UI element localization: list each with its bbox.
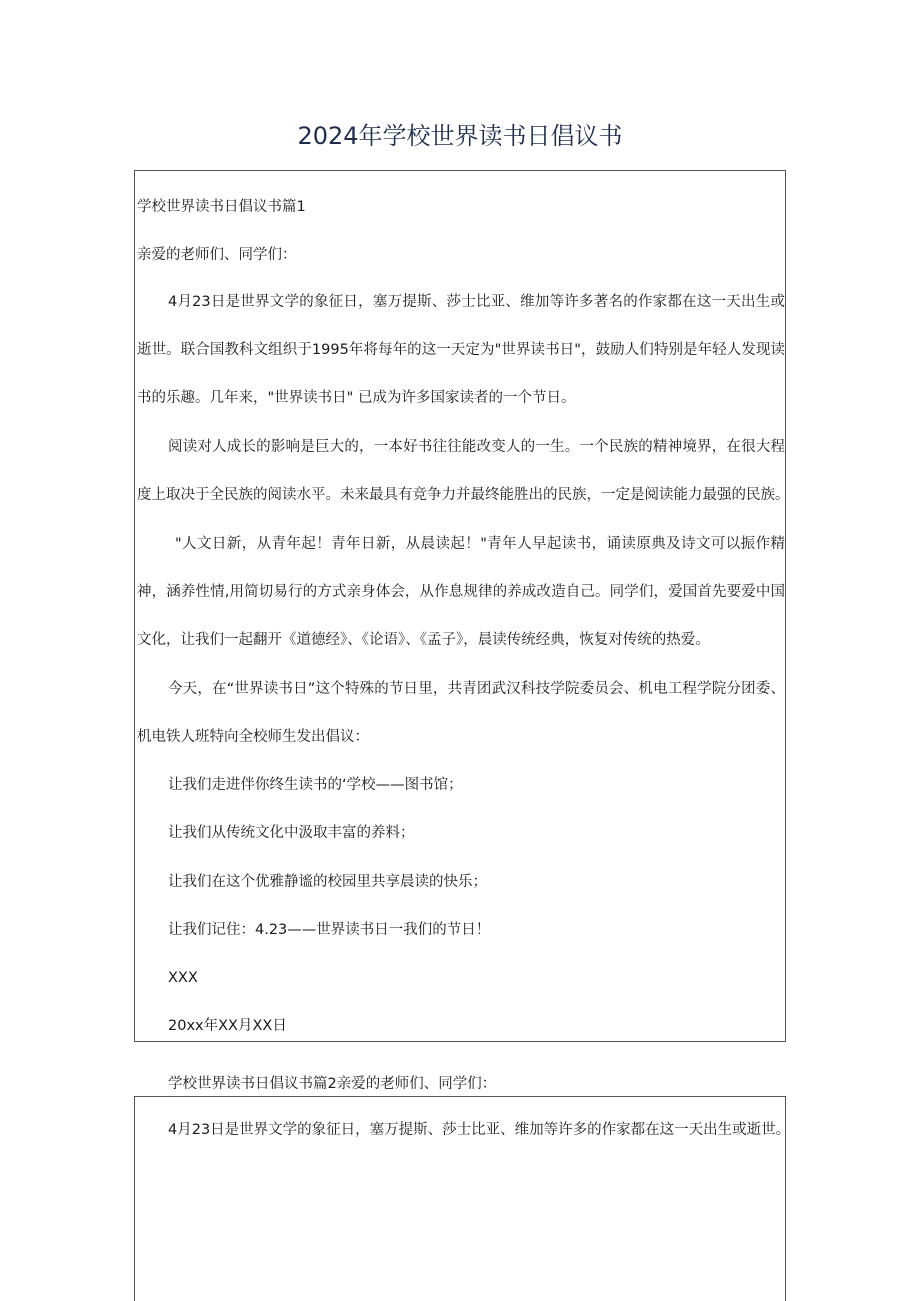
- section-2-frame: [134, 1096, 791, 1301]
- paragraph-1-line-1: 4月23日是世界文学的象征日，塞万提斯、莎士比亚、维加等许多著名的作家都在这一天出生或: [168, 294, 785, 310]
- section-1-frame: [134, 170, 790, 1042]
- section-2-heading: 学校世界读书日倡议书篇2亲爱的老师们、同学们：: [168, 1076, 497, 1092]
- proposal-item: 让我们走进伴你终生读书的‘学校——图书馆；: [168, 777, 463, 793]
- proposal-item: 让我们记住：4.23——世界读书日一我们的节日！: [168, 922, 491, 938]
- date: 20xx年XX月XX日: [168, 1018, 287, 1034]
- section-2-paragraph-1-line-1: 4月23日是世界文学的象征日，塞万提斯、莎士比亚、维加等许多的作家都在这一天出生或逝世。: [168, 1122, 791, 1138]
- page-title: 2024年学校世界读书日倡议书: [297, 122, 623, 150]
- greeting: 亲爱的老师们、同学们：: [137, 247, 297, 263]
- paragraph-1-line-2: 逝世。联合国教科文组织于1995年将每年的这一天定为"世界读书日"，鼓励人们特别是年轻人发现读: [137, 342, 785, 358]
- paragraph-3-line-2: 神，涵养性情,用简切易行的方式亲身体会，从作息规律的养成改造自己。同学们，爱国首先要爱中国: [137, 584, 785, 600]
- paragraph-2-line-1: 阅读对人成长的影响是巨大的，一本好书往往能改变人的一生。一个民族的精神境界，在很大程: [168, 439, 785, 455]
- paragraph-4-line-2: 机电铁人班特向全校师生发出倡议：: [137, 729, 369, 745]
- proposal-item: 让我们在这个优雅静谧的校园里共享晨读的快乐；: [168, 874, 487, 890]
- paragraph-4-line-1: 今天，在“世界读书日”这个特殊的节日里，共青团武汉科技学院委员会、机电工程学院分团委、: [168, 681, 785, 697]
- signature: XXX: [168, 970, 198, 986]
- paragraph-1-line-3: 书的乐趣。几年来，"世界读书日" 已成为许多国家读者的一个节日。: [137, 390, 576, 406]
- paragraph-3-line-1: "人文日新，从青年起！青年日新，从晨读起！"青年人早起读书，诵读原典及诗文可以振作精: [175, 536, 785, 552]
- section-1-heading: 学校世界读书日倡议书篇1: [137, 199, 306, 215]
- proposal-item: 让我们从传统文化中汲取丰富的养料；: [168, 825, 415, 841]
- paragraph-3-line-3: 文化，让我们一起翻开《道德经》、《论语》、《孟子》，晨读传统经典，恢复对传统的热爱。: [137, 632, 710, 648]
- paragraph-2-line-2: 度上取决于全民族的阅读水平。未来最具有竞争力并最终能胜出的民族，一定是阅读能力最强的民族。: [137, 487, 790, 503]
